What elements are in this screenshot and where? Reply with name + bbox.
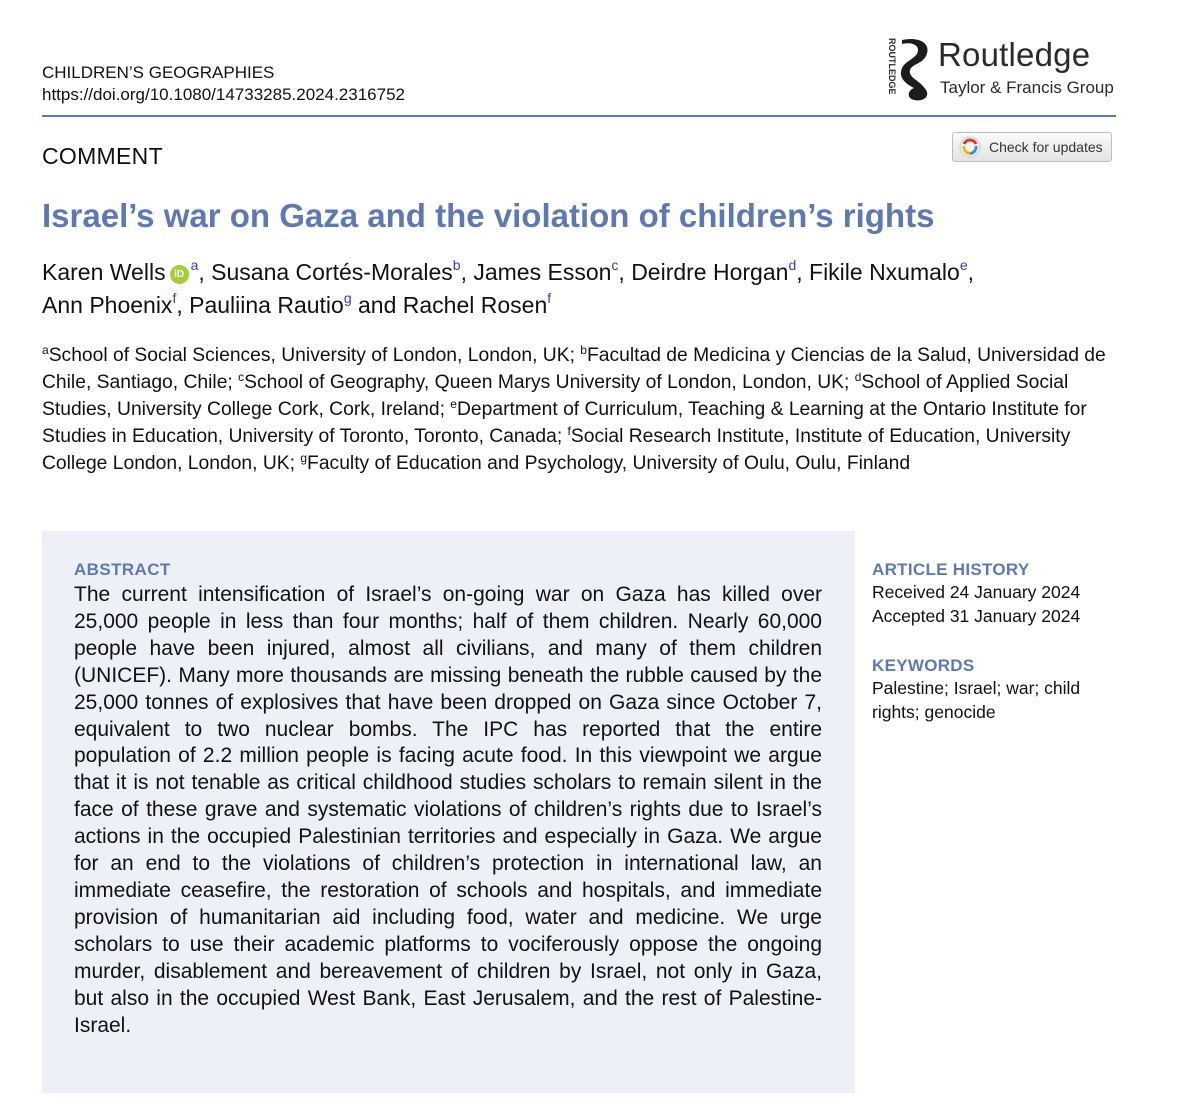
author-separator: ,: [176, 292, 190, 318]
article-type: COMMENT: [42, 143, 163, 169]
author-name[interactable]: Pauliina Rautio: [189, 292, 344, 318]
author-affiliation-marker: e: [959, 257, 968, 273]
author-affiliation-marker: d: [788, 257, 797, 273]
affiliation-marker: d: [854, 370, 862, 384]
article-history: [872, 560, 1122, 628]
author-affiliation-marker: c: [611, 257, 619, 273]
author-separator: ,: [796, 259, 810, 285]
keywords: [872, 656, 1122, 724]
affiliation-text: Facultad de Medicina y Ciencias de la Salud, Universidad de Chile, Santiago, Chile;: [42, 345, 1106, 393]
author-list: [42, 256, 1122, 322]
journal-name: CHILDREN’S GEOGRAPHIES: [42, 63, 275, 82]
crossmark-icon: [959, 136, 981, 158]
logo-vertical-label: ROUTLEDGE: [887, 38, 897, 95]
author-separator: and: [351, 292, 403, 318]
author-name[interactable]: Deirdre Horgan: [631, 259, 789, 285]
author-name[interactable]: James Esson: [473, 259, 612, 285]
keywords-line: Palestine; Israel; war; child: [872, 678, 1081, 698]
affiliation-text: School of Geography, Queen Marys University of London, London, UK;: [244, 372, 855, 393]
received-date: Received 24 January 2024: [872, 582, 1081, 602]
abstract-heading: ABSTRACT: [74, 560, 171, 579]
journal-doi[interactable]: https://doi.org/10.1080/14733285.2024.2316752: [42, 85, 405, 104]
keywords-heading: KEYWORDS: [872, 656, 975, 675]
affiliation-text: School of Social Sciences, University of London, London, UK;: [48, 345, 581, 366]
affiliation-marker: c: [238, 370, 245, 384]
article-history-heading: ARTICLE HISTORY: [872, 560, 1030, 579]
author-name[interactable]: Ann Phoenix: [42, 292, 173, 318]
author-affiliation-marker: a: [190, 257, 199, 273]
affiliation-text: Faculty of Education and Psychology, University of Oulu, Oulu, Finland: [307, 453, 911, 474]
affiliations: [42, 342, 1122, 477]
author-name[interactable]: Karen Wells: [42, 259, 166, 285]
author-separator: ,: [967, 259, 975, 285]
orcid-icon[interactable]: iD: [170, 265, 189, 284]
accepted-date: Accepted 31 January 2024: [872, 606, 1081, 626]
affiliation-text: Department of Curriculum, Teaching & Learning at the Ontario Institute for Studies in Education, University of Toronto, Toronto, Canada;: [42, 399, 1087, 447]
header-divider: [42, 115, 1116, 117]
author-affiliation-marker: f: [172, 290, 177, 306]
journal-header: [42, 62, 405, 106]
author-affiliation-marker: g: [343, 290, 352, 306]
affiliation-marker: e: [450, 397, 457, 411]
author-separator: ,: [460, 259, 474, 285]
author-affiliation-marker: f: [547, 290, 552, 306]
publisher-logo: [880, 34, 1120, 104]
keywords-line: rights; genocide: [872, 702, 996, 722]
author-name[interactable]: Fikile Nxumalo: [809, 259, 960, 285]
article-title: Israel’s war on Gaza and the violation of children’s rights: [42, 197, 935, 234]
affiliation-text: Social Research Institute, Institute of Education, University College London, London, UK;: [42, 426, 1071, 474]
affiliation-marker: f: [567, 424, 571, 438]
publisher-name: Routledge: [938, 36, 1091, 73]
check-for-updates-button[interactable]: [952, 132, 1112, 162]
affiliation-marker: g: [300, 451, 308, 465]
affiliation-marker: b: [580, 343, 587, 357]
author-affiliation-marker: b: [452, 257, 461, 273]
author-name[interactable]: Rachel Rosen: [402, 292, 548, 318]
routledge-logo-icon: [880, 34, 942, 102]
affiliation-text: School of Applied Social Studies, University College Cork, Cork, Ireland;: [42, 372, 1069, 420]
affiliation-marker: a: [42, 343, 49, 357]
author-name[interactable]: Susana Cortés-Morales: [211, 259, 453, 285]
abstract-text: The current intensification of Israel’s on-going war on Gaza has killed over 25,000 people in less than four months; half of them children. Nearly 60,000 people have been injured, almost all civilians, and many of them children (UNICEF). Many more thousands are missing beneath the rubble caused by the 25,000 tonnes of explosives that have been dropped on Gaza since October 7, equivalent to two nuclear bombs. The IPC has reported that the entire population of 2.2 million people is facing acute food. In this viewpoint we argue that it is not tenable as critical childhood studies scholars to remain silent in the face of these grave and systematic violations of children’s rights due to Israel’s actions in the occupied Palestinian territories and especially in Gaza. We argue for an end to the violations of children’s protection in international law, an immediate ceasefire, the restoration of schools and hospitals, and immediate provision of humanitarian aid including food, water and medicine. We urge scholars to use their academic platforms to vociferously oppose the ongoing murder, disablement and bereavement of children by Israel, not only in Gaza, but also in the occupied West Bank, East Jerusalem, and the rest of Palestine-Israel.: [74, 583, 822, 1037]
author-separator: ,: [618, 259, 632, 285]
publisher-group: Taylor & Francis Group: [940, 78, 1114, 97]
check-for-updates-label: Check for updates: [989, 139, 1103, 155]
author-separator: ,: [198, 259, 212, 285]
